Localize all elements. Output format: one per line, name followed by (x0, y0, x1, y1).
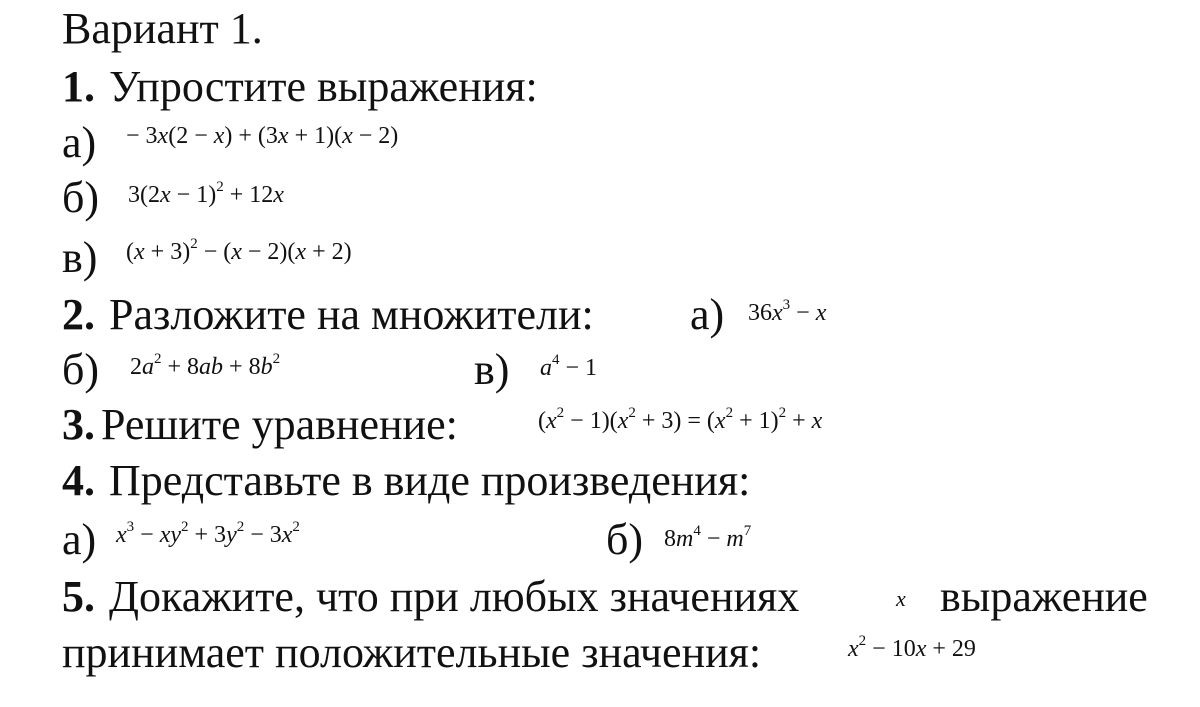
task-1-text: Упростите выражения: (109, 62, 538, 111)
task-5-variable: x (896, 586, 906, 611)
task-1-heading (62, 62, 538, 112)
task-5-expression: $x^2 - 10x + 29$ (848, 633, 976, 662)
task-2b-label: б) (62, 345, 100, 394)
task-2a-label: а) (690, 290, 725, 339)
task-1a-expression: − 3x(2 − x) + (3x + 1)(x − 2) (126, 123, 399, 149)
task-2a-expression: $36x^3 - x$ (748, 297, 827, 326)
task-4-heading (62, 456, 750, 506)
task-3-heading (62, 400, 458, 450)
task-4a-expression: $x^3 - xy^2 + 3y^2 - 3x^2$ (116, 519, 300, 548)
task-1a-label: а) (62, 118, 97, 167)
task-1b-label: б) (62, 173, 100, 222)
task-1v-label: в) (62, 233, 98, 282)
task-1-number: 1. (62, 62, 95, 111)
task-2-text: Разложите на множители: (109, 290, 594, 339)
task-5-text-line2: принимает положительные значения: (62, 628, 762, 677)
task-4a-label: а) (62, 515, 97, 564)
task-2-heading (62, 290, 594, 340)
task-2-number: 2. (62, 290, 95, 339)
task-4b-expression: $8m^4 - m^7$ (664, 523, 752, 552)
task-1v-expression: $(x + 3)^2 - (x - 2)(x + 2)$ (126, 236, 352, 265)
task-2v-expression: $a^4 - 1$ (540, 352, 598, 381)
task-4b-label: б) (606, 515, 644, 564)
task-5-text-part1: Докажите, что при любых значениях (109, 572, 800, 621)
task-3-equation: $(x^2 - 1)(x^2 + 3) = (x^2 + 1)^2 + x$ (538, 405, 823, 434)
task-3-text: Решите уравнение: (101, 400, 458, 449)
task-4-text: Представьте в виде произведения: (109, 456, 751, 505)
task-1b-expression: $3(2x - 1)^2 + 12x$ (128, 179, 284, 208)
task-3-number: 3. (62, 400, 95, 449)
task-2v-label: в) (474, 345, 510, 394)
variant-title: Вариант 1. (62, 4, 263, 53)
task-5-heading (62, 572, 799, 622)
task-5-number: 5. (62, 572, 95, 621)
task-2b-expression: $2a^2 + 8ab + 8b^2$ (130, 351, 281, 380)
task-5-text-part2: выражение (940, 572, 1148, 621)
task-4-number: 4. (62, 456, 95, 505)
